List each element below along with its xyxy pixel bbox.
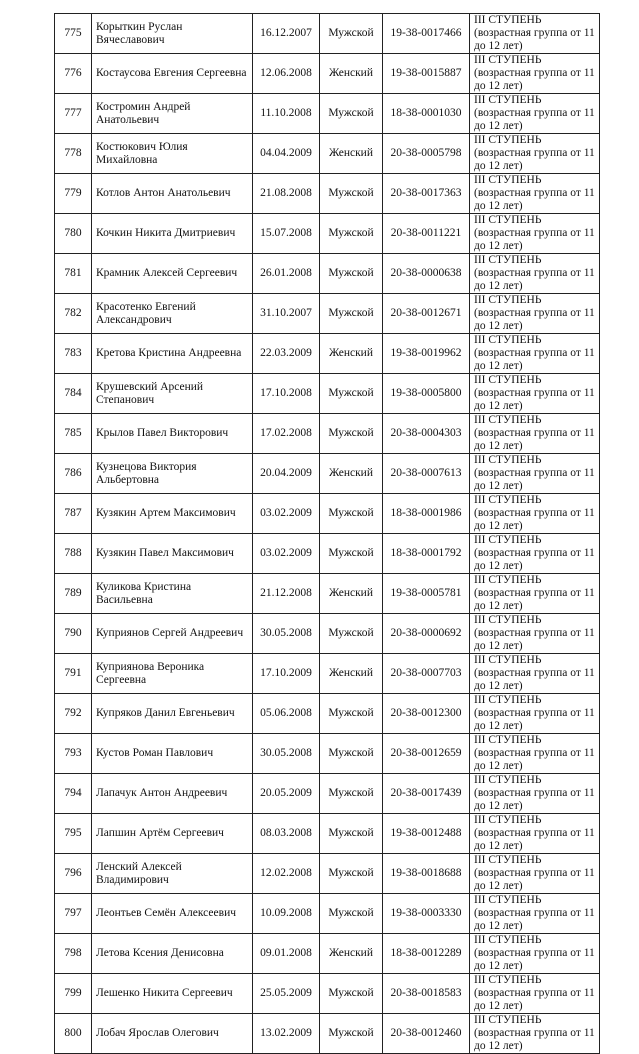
level-cell: III СТУПЕНЬ (возрастная группа от 11 до 12 лет) bbox=[470, 854, 600, 894]
participants-table-body bbox=[55, 14, 600, 1054]
level-cell: III СТУПЕНЬ (возрастная группа от 11 до 12 лет) bbox=[470, 414, 600, 454]
full-name-cell: Костромин Андрей Анатольевич bbox=[92, 94, 253, 134]
gender-cell: Мужской bbox=[320, 614, 383, 654]
level-cell: III СТУПЕНЬ (возрастная группа от 11 до 12 лет) bbox=[470, 894, 600, 934]
level-cell: III СТУПЕНЬ (возрастная группа от 11 до 12 лет) bbox=[470, 934, 600, 974]
birth-date-cell: 21.08.2008 bbox=[253, 174, 320, 214]
level-cell: III СТУПЕНЬ (возрастная группа от 11 до 12 лет) bbox=[470, 694, 600, 734]
level-cell: III СТУПЕНЬ (возрастная группа от 11 до 12 лет) bbox=[470, 814, 600, 854]
gender-cell: Мужской bbox=[320, 174, 383, 214]
birth-date-cell: 08.03.2008 bbox=[253, 814, 320, 854]
uin-cell: 19-38-0019962 bbox=[383, 334, 470, 374]
uin-cell: 19-38-0005781 bbox=[383, 574, 470, 614]
level-cell: III СТУПЕНЬ (возрастная группа от 11 до 12 лет) bbox=[470, 614, 600, 654]
row-number-cell: 796 bbox=[55, 854, 92, 894]
gender-cell: Мужской bbox=[320, 494, 383, 534]
birth-date-cell: 11.10.2008 bbox=[253, 94, 320, 134]
row-number-cell: 782 bbox=[55, 294, 92, 334]
table-row bbox=[55, 974, 600, 1014]
row-number-cell: 795 bbox=[55, 814, 92, 854]
table-row bbox=[55, 574, 600, 614]
full-name-cell: Кочкин Никита Дмитриевич bbox=[92, 214, 253, 254]
birth-date-cell: 22.03.2009 bbox=[253, 334, 320, 374]
full-name-cell: Кузякин Павел Максимович bbox=[92, 534, 253, 574]
row-number-cell: 799 bbox=[55, 974, 92, 1014]
uin-cell: 20-38-0018583 bbox=[383, 974, 470, 1014]
birth-date-cell: 17.10.2009 bbox=[253, 654, 320, 694]
gender-cell: Мужской bbox=[320, 894, 383, 934]
uin-cell: 20-38-0005798 bbox=[383, 134, 470, 174]
row-number-cell: 797 bbox=[55, 894, 92, 934]
level-cell: III СТУПЕНЬ (возрастная группа от 11 до 12 лет) bbox=[470, 734, 600, 774]
birth-date-cell: 12.06.2008 bbox=[253, 54, 320, 94]
full-name-cell: Лапачук Антон Андреевич bbox=[92, 774, 253, 814]
gender-cell: Женский bbox=[320, 134, 383, 174]
gender-cell: Женский bbox=[320, 454, 383, 494]
full-name-cell: Котлов Антон Анатольевич bbox=[92, 174, 253, 214]
birth-date-cell: 04.04.2009 bbox=[253, 134, 320, 174]
row-number-cell: 787 bbox=[55, 494, 92, 534]
row-number-cell: 798 bbox=[55, 934, 92, 974]
full-name-cell: Ленский Алексей Владимирович bbox=[92, 854, 253, 894]
full-name-cell: Крушевский Арсений Степанович bbox=[92, 374, 253, 414]
birth-date-cell: 12.02.2008 bbox=[253, 854, 320, 894]
level-cell: III СТУПЕНЬ (возрастная группа от 11 до 12 лет) bbox=[470, 14, 600, 54]
table-row bbox=[55, 414, 600, 454]
level-cell: III СТУПЕНЬ (возрастная группа от 11 до 12 лет) bbox=[470, 534, 600, 574]
uin-cell: 19-38-0015887 bbox=[383, 54, 470, 94]
table-row bbox=[55, 54, 600, 94]
table-row bbox=[55, 614, 600, 654]
full-name-cell: Костюкович Юлия Михайловна bbox=[92, 134, 253, 174]
gender-cell: Мужской bbox=[320, 694, 383, 734]
row-number-cell: 776 bbox=[55, 54, 92, 94]
gender-cell: Мужской bbox=[320, 814, 383, 854]
table-row bbox=[55, 734, 600, 774]
full-name-cell: Крылов Павел Викторович bbox=[92, 414, 253, 454]
birth-date-cell: 10.09.2008 bbox=[253, 894, 320, 934]
gender-cell: Мужской bbox=[320, 854, 383, 894]
gender-cell: Мужской bbox=[320, 254, 383, 294]
table-row bbox=[55, 294, 600, 334]
row-number-cell: 790 bbox=[55, 614, 92, 654]
gender-cell: Мужской bbox=[320, 94, 383, 134]
birth-date-cell: 30.05.2008 bbox=[253, 614, 320, 654]
gender-cell: Женский bbox=[320, 574, 383, 614]
table-row bbox=[55, 534, 600, 574]
full-name-cell: Куликова Кристина Васильевна bbox=[92, 574, 253, 614]
uin-cell: 20-38-0017363 bbox=[383, 174, 470, 214]
row-number-cell: 800 bbox=[55, 1014, 92, 1054]
table-row bbox=[55, 494, 600, 534]
level-cell: III СТУПЕНЬ (возрастная группа от 11 до 12 лет) bbox=[470, 1014, 600, 1054]
row-number-cell: 781 bbox=[55, 254, 92, 294]
birth-date-cell: 15.07.2008 bbox=[253, 214, 320, 254]
level-cell: III СТУПЕНЬ (возрастная группа от 11 до 12 лет) bbox=[470, 254, 600, 294]
birth-date-cell: 03.02.2009 bbox=[253, 494, 320, 534]
row-number-cell: 775 bbox=[55, 14, 92, 54]
row-number-cell: 779 bbox=[55, 174, 92, 214]
gender-cell: Мужской bbox=[320, 294, 383, 334]
level-cell: III СТУПЕНЬ (возрастная группа от 11 до 12 лет) bbox=[470, 774, 600, 814]
uin-cell: 18-38-0001030 bbox=[383, 94, 470, 134]
gender-cell: Мужской bbox=[320, 14, 383, 54]
birth-date-cell: 31.10.2007 bbox=[253, 294, 320, 334]
birth-date-cell: 17.02.2008 bbox=[253, 414, 320, 454]
table-row bbox=[55, 334, 600, 374]
table-row bbox=[55, 654, 600, 694]
row-number-cell: 783 bbox=[55, 334, 92, 374]
table-row bbox=[55, 814, 600, 854]
row-number-cell: 791 bbox=[55, 654, 92, 694]
uin-cell: 18-38-0001792 bbox=[383, 534, 470, 574]
table-row bbox=[55, 254, 600, 294]
level-cell: III СТУПЕНЬ (возрастная группа от 11 до 12 лет) bbox=[470, 94, 600, 134]
uin-cell: 20-38-0017439 bbox=[383, 774, 470, 814]
level-cell: III СТУПЕНЬ (возрастная группа от 11 до 12 лет) bbox=[470, 174, 600, 214]
uin-cell: 20-38-0004303 bbox=[383, 414, 470, 454]
full-name-cell: Кустов Роман Павлович bbox=[92, 734, 253, 774]
row-number-cell: 777 bbox=[55, 94, 92, 134]
level-cell: III СТУПЕНЬ (возрастная группа от 11 до 12 лет) bbox=[470, 214, 600, 254]
table-row bbox=[55, 94, 600, 134]
table-row bbox=[55, 14, 600, 54]
gender-cell: Женский bbox=[320, 334, 383, 374]
table-row bbox=[55, 1014, 600, 1054]
uin-cell: 20-38-0000692 bbox=[383, 614, 470, 654]
gender-cell: Мужской bbox=[320, 734, 383, 774]
uin-cell: 19-38-0005800 bbox=[383, 374, 470, 414]
birth-date-cell: 16.12.2007 bbox=[253, 14, 320, 54]
level-cell: III СТУПЕНЬ (возрастная группа от 11 до 12 лет) bbox=[470, 494, 600, 534]
full-name-cell: Куприянов Сергей Андреевич bbox=[92, 614, 253, 654]
level-cell: III СТУПЕНЬ (возрастная группа от 11 до 12 лет) bbox=[470, 54, 600, 94]
birth-date-cell: 17.10.2008 bbox=[253, 374, 320, 414]
birth-date-cell: 30.05.2008 bbox=[253, 734, 320, 774]
gender-cell: Мужской bbox=[320, 414, 383, 454]
table-row bbox=[55, 934, 600, 974]
uin-cell: 20-38-0012460 bbox=[383, 1014, 470, 1054]
birth-date-cell: 26.01.2008 bbox=[253, 254, 320, 294]
full-name-cell: Корыткин Руслан Вячеславович bbox=[92, 14, 253, 54]
uin-cell: 19-38-0018688 bbox=[383, 854, 470, 894]
full-name-cell: Кретова Кристина Андреевна bbox=[92, 334, 253, 374]
table-row bbox=[55, 374, 600, 414]
level-cell: III СТУПЕНЬ (возрастная группа от 11 до 12 лет) bbox=[470, 374, 600, 414]
table-row bbox=[55, 174, 600, 214]
birth-date-cell: 20.05.2009 bbox=[253, 774, 320, 814]
gender-cell: Мужской bbox=[320, 374, 383, 414]
uin-cell: 18-38-0001986 bbox=[383, 494, 470, 534]
uin-cell: 19-38-0003330 bbox=[383, 894, 470, 934]
full-name-cell: Кузнецова Виктория Альбертовна bbox=[92, 454, 253, 494]
uin-cell: 20-38-0007613 bbox=[383, 454, 470, 494]
row-number-cell: 785 bbox=[55, 414, 92, 454]
participants-table bbox=[54, 13, 600, 1054]
gender-cell: Женский bbox=[320, 54, 383, 94]
gender-cell: Мужской bbox=[320, 1014, 383, 1054]
uin-cell: 20-38-0012300 bbox=[383, 694, 470, 734]
full-name-cell: Куприянова Вероника Сергеевна bbox=[92, 654, 253, 694]
uin-cell: 19-38-0012488 bbox=[383, 814, 470, 854]
level-cell: III СТУПЕНЬ (возрастная группа от 11 до 12 лет) bbox=[470, 574, 600, 614]
gender-cell: Женский bbox=[320, 934, 383, 974]
row-number-cell: 778 bbox=[55, 134, 92, 174]
gender-cell: Мужской bbox=[320, 214, 383, 254]
table-row bbox=[55, 134, 600, 174]
full-name-cell: Летова Ксения Денисовна bbox=[92, 934, 253, 974]
uin-cell: 20-38-0007703 bbox=[383, 654, 470, 694]
row-number-cell: 784 bbox=[55, 374, 92, 414]
level-cell: III СТУПЕНЬ (возрастная группа от 11 до 12 лет) bbox=[470, 294, 600, 334]
full-name-cell: Лобач Ярослав Олегович bbox=[92, 1014, 253, 1054]
uin-cell: 18-38-0012289 bbox=[383, 934, 470, 974]
birth-date-cell: 21.12.2008 bbox=[253, 574, 320, 614]
gender-cell: Мужской bbox=[320, 774, 383, 814]
full-name-cell: Купряков Данил Евгеньевич bbox=[92, 694, 253, 734]
gender-cell: Женский bbox=[320, 654, 383, 694]
full-name-cell: Костаусова Евгения Сергеевна bbox=[92, 54, 253, 94]
level-cell: III СТУПЕНЬ (возрастная группа от 11 до 12 лет) bbox=[470, 334, 600, 374]
full-name-cell: Кузякин Артем Максимович bbox=[92, 494, 253, 534]
full-name-cell: Лапшин Артём Сергеевич bbox=[92, 814, 253, 854]
table-row bbox=[55, 214, 600, 254]
row-number-cell: 789 bbox=[55, 574, 92, 614]
uin-cell: 20-38-0000638 bbox=[383, 254, 470, 294]
full-name-cell: Красотенко Евгений Александрович bbox=[92, 294, 253, 334]
level-cell: III СТУПЕНЬ (возрастная группа от 11 до 12 лет) bbox=[470, 134, 600, 174]
birth-date-cell: 13.02.2009 bbox=[253, 1014, 320, 1054]
uin-cell: 20-38-0012659 bbox=[383, 734, 470, 774]
birth-date-cell: 03.02.2009 bbox=[253, 534, 320, 574]
table-row bbox=[55, 894, 600, 934]
table-row bbox=[55, 454, 600, 494]
row-number-cell: 788 bbox=[55, 534, 92, 574]
uin-cell: 20-38-0011221 bbox=[383, 214, 470, 254]
row-number-cell: 792 bbox=[55, 694, 92, 734]
level-cell: III СТУПЕНЬ (возрастная группа от 11 до 12 лет) bbox=[470, 654, 600, 694]
table-row bbox=[55, 774, 600, 814]
full-name-cell: Крамник Алексей Сергеевич bbox=[92, 254, 253, 294]
level-cell: III СТУПЕНЬ (возрастная группа от 11 до 12 лет) bbox=[470, 974, 600, 1014]
birth-date-cell: 20.04.2009 bbox=[253, 454, 320, 494]
birth-date-cell: 25.05.2009 bbox=[253, 974, 320, 1014]
full-name-cell: Леонтьев Семён Алексеевич bbox=[92, 894, 253, 934]
full-name-cell: Лешенко Никита Сергеевич bbox=[92, 974, 253, 1014]
table-row bbox=[55, 694, 600, 734]
gender-cell: Мужской bbox=[320, 974, 383, 1014]
row-number-cell: 794 bbox=[55, 774, 92, 814]
gender-cell: Мужской bbox=[320, 534, 383, 574]
table-row bbox=[55, 854, 600, 894]
uin-cell: 20-38-0012671 bbox=[383, 294, 470, 334]
row-number-cell: 780 bbox=[55, 214, 92, 254]
row-number-cell: 793 bbox=[55, 734, 92, 774]
row-number-cell: 786 bbox=[55, 454, 92, 494]
uin-cell: 19-38-0017466 bbox=[383, 14, 470, 54]
birth-date-cell: 09.01.2008 bbox=[253, 934, 320, 974]
birth-date-cell: 05.06.2008 bbox=[253, 694, 320, 734]
level-cell: III СТУПЕНЬ (возрастная группа от 11 до 12 лет) bbox=[470, 454, 600, 494]
